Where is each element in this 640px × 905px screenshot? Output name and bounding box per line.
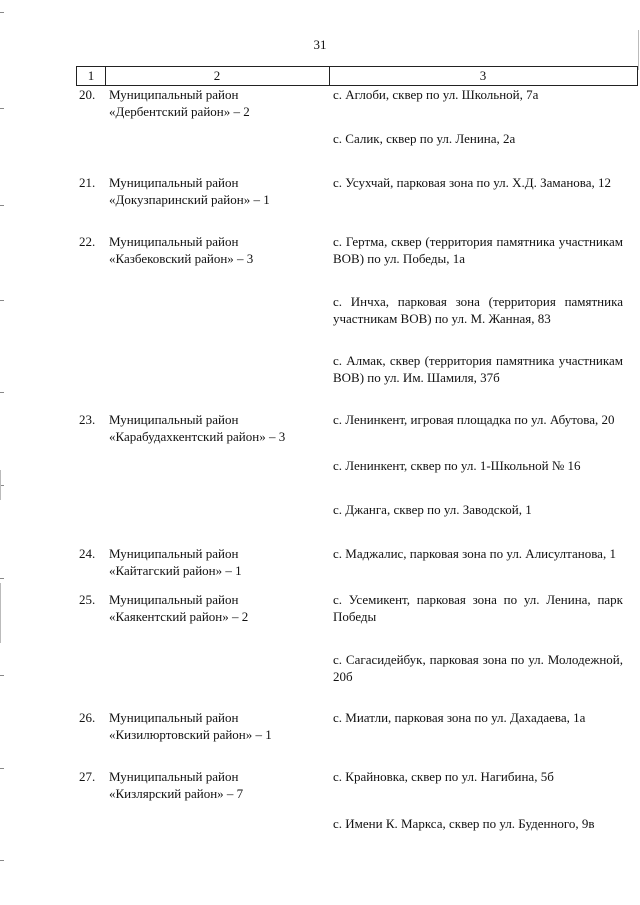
district-line2: «Каякентский район» – 2 (109, 609, 249, 624)
scan-edge-line (638, 30, 639, 70)
location-entry: с. Инчха, парковая зона (территория памятника участникам ВОВ) по ул. М. Жанная, 83 (333, 294, 623, 326)
scan-edge-mark (0, 768, 4, 769)
district-line2: «Казбековский район» – 3 (109, 251, 254, 266)
location-entry: с. Алмак, сквер (территория памятника участникам ВОВ) по ул. Им. Шамиля, 37б (333, 353, 623, 385)
district-line2: «Кизилюртовский район» – 1 (109, 727, 272, 742)
district-line1: Муниципальный район (109, 234, 239, 249)
district-line1: Муниципальный район (109, 592, 239, 607)
location-entry: с. Сагасидейбук, парковая зона по ул. Молодежной, 20б (333, 652, 623, 684)
row-number: 24. (79, 546, 96, 561)
scan-edge-mark (0, 300, 4, 301)
header-col-1: 1 (77, 67, 106, 85)
district-line1: Муниципальный район (109, 175, 239, 190)
district-name (109, 768, 319, 802)
district-name (109, 233, 319, 267)
district-line2: «Карабудахкентский район» – 3 (109, 429, 286, 444)
district-name (109, 174, 319, 208)
page-number: 31 (313, 37, 327, 52)
district-line1: Муниципальный район (109, 87, 239, 102)
location-entry: с. Крайновка, сквер по ул. Нагибина, 5б (333, 769, 554, 784)
row-number: 22. (79, 234, 96, 249)
district-line2: «Дербентский район» – 2 (109, 104, 250, 119)
district-name (109, 86, 319, 120)
district-name (109, 411, 319, 445)
location-entry: с. Имени К. Маркса, сквер по ул. Буденного, 9в (333, 816, 595, 831)
header-col-3: 3 (479, 68, 487, 83)
scan-edge-mark (0, 12, 4, 13)
district-name (109, 591, 319, 625)
district-line1: Муниципальный район (109, 546, 239, 561)
scan-edge-mark (0, 860, 4, 861)
location-entry: с. Усемикент, парковая зона по ул. Ленина, парк Победы (333, 592, 623, 624)
header-col-2: 2 (105, 67, 330, 85)
location-entry: с. Маджалис, парковая зона по ул. Алисултанова, 1 (333, 546, 616, 561)
district-name (109, 545, 319, 579)
district-line1: Муниципальный район (109, 769, 239, 784)
row-number: 27. (79, 769, 96, 784)
location-entry: с. Миатли, парковая зона по ул. Дахадаева, 1а (333, 710, 586, 725)
row-number: 23. (79, 412, 96, 427)
row-number: 20. (79, 87, 96, 102)
location-entry: с. Аглоби, сквер по ул. Школьной, 7а (333, 87, 539, 102)
district-line2: «Докузпаринский район» – 1 (109, 192, 270, 207)
table-header (76, 66, 638, 86)
scan-edge-line (0, 470, 1, 500)
scan-edge-mark (0, 578, 4, 579)
district-line1: Муниципальный район (109, 710, 239, 725)
location-entry: с. Усухчай, парковая зона по ул. Х.Д. Заманова, 12 (333, 175, 612, 190)
scan-edge-mark (0, 392, 4, 393)
location-entry: с. Ленинкент, игровая площадка по ул. Абутова, 20 (333, 412, 615, 427)
location-entry: с. Гертма, сквер (территория памятника участникам ВОВ) по ул. Победы, 1а (333, 234, 623, 266)
location-entry: с. Ленинкент, сквер по ул. 1-Школьной № 16 (333, 458, 581, 473)
district-line1: Муниципальный район (109, 412, 239, 427)
scan-edge-mark (0, 108, 4, 109)
row-number: 21. (79, 175, 96, 190)
scan-edge-mark (0, 205, 4, 206)
district-line2: «Кайтагский район» – 1 (109, 563, 242, 578)
district-name (109, 709, 319, 743)
row-number: 26. (79, 710, 96, 725)
row-number: 25. (79, 592, 96, 607)
district-line2: «Кизлярский район» – 7 (109, 786, 244, 801)
location-entry: с. Джанга, сквер по ул. Заводской, 1 (333, 502, 532, 517)
scan-edge-mark (0, 675, 4, 676)
scan-edge-line (0, 583, 1, 643)
location-entry: с. Салик, сквер по ул. Ленина, 2а (333, 131, 516, 146)
